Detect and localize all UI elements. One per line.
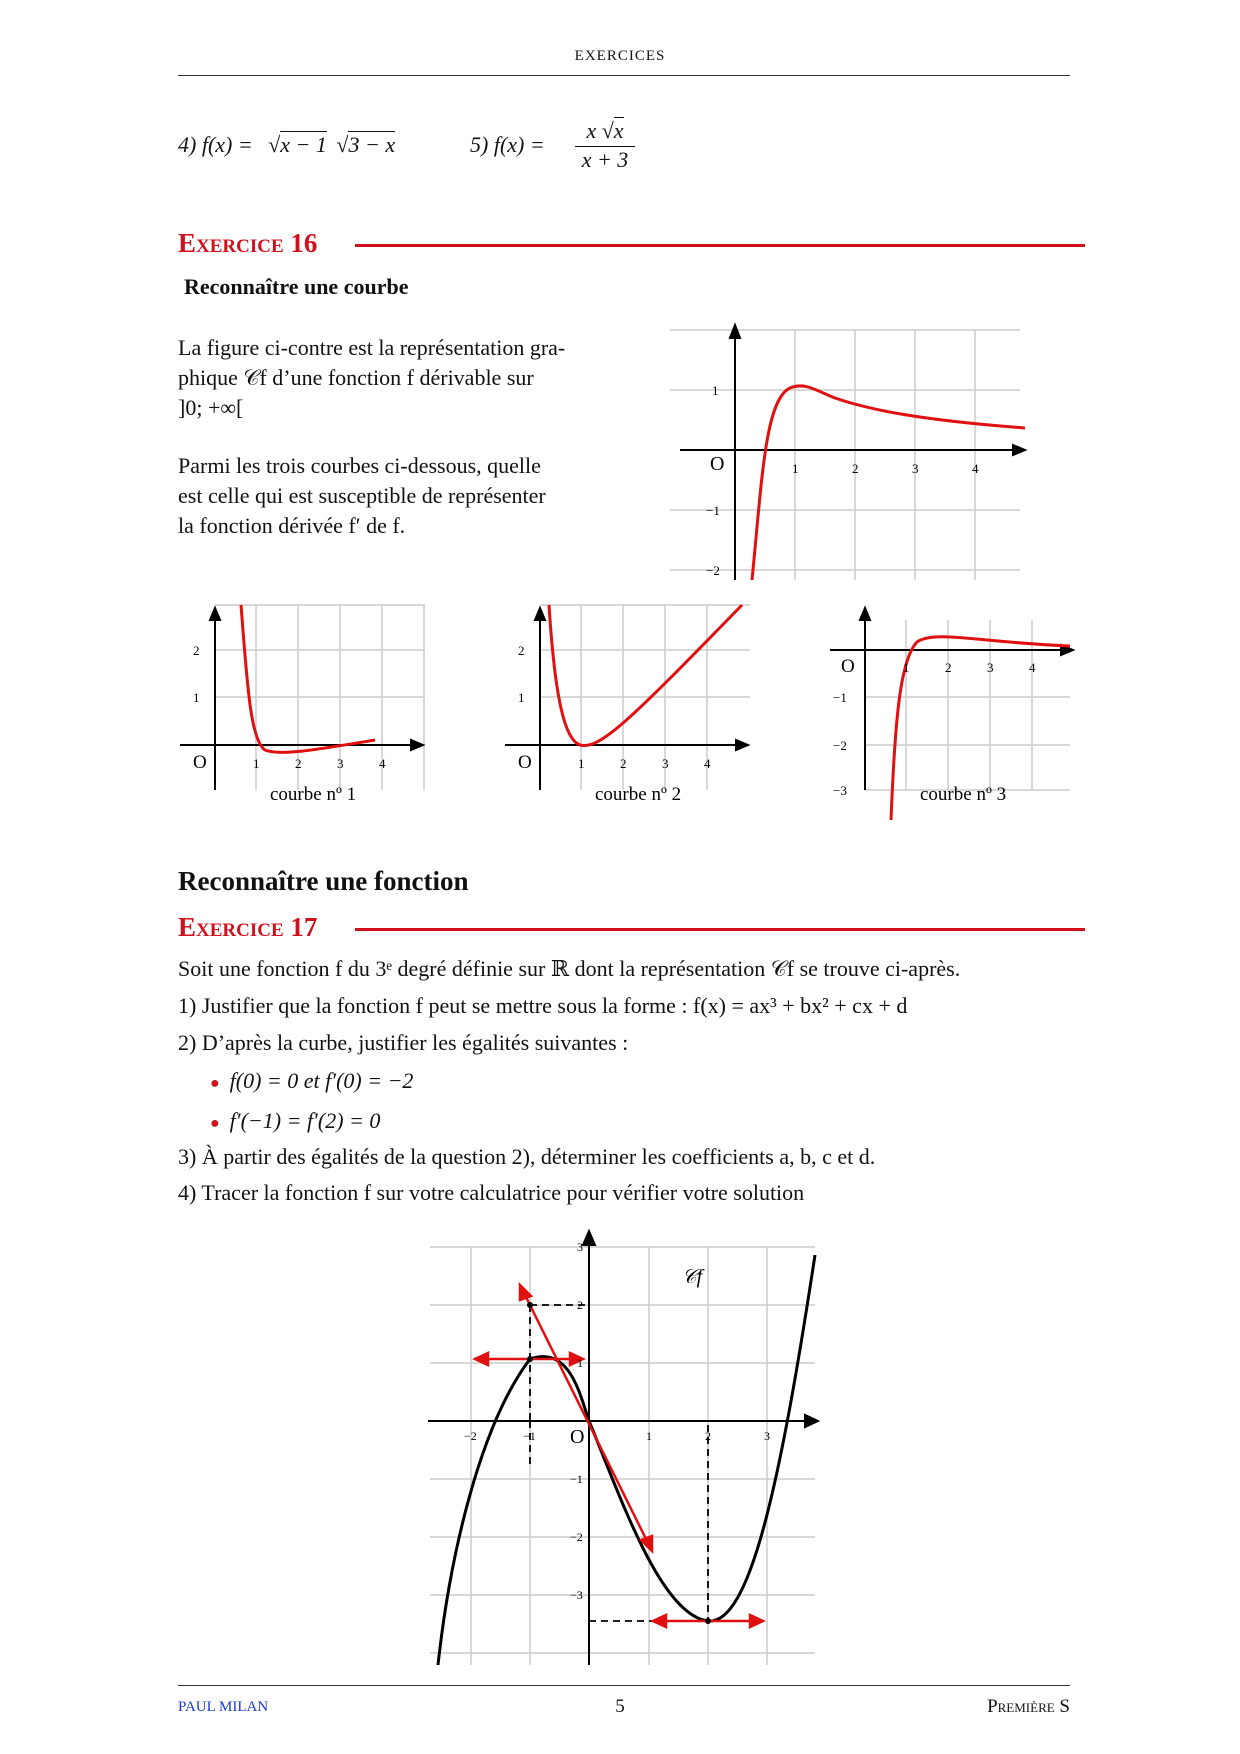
bullet-icon: ●: [210, 1075, 220, 1092]
cf-label: 𝒞f: [682, 1266, 703, 1288]
cf-xtick-2: 2: [852, 461, 859, 476]
cubic-origin: O: [570, 1426, 585, 1448]
curve-2-xtick-2: 2: [620, 756, 627, 771]
p2-line-1: Parmi les trois courbes ci-dessous, quelle: [178, 453, 541, 478]
bullet-2-text: f′(−1) = f′(2) = 0: [229, 1108, 381, 1133]
cubic-xtick-2: 2: [705, 1429, 711, 1443]
curve-1-ytick-1: 1: [193, 690, 200, 705]
cubic-graph: [420, 1225, 820, 1665]
footer-page-number: 5: [615, 1696, 625, 1717]
formula-5-label: 5) f(x) =: [470, 132, 545, 157]
footer-class: Première S: [987, 1696, 1070, 1717]
bullet-icon: ●: [210, 1115, 220, 1132]
cubic-xtick-1: 1: [646, 1429, 652, 1443]
formula-4-label: 4) f(x) =: [178, 132, 253, 157]
formula-5-fraction: x √x x + 3: [575, 118, 635, 173]
formula-5: [470, 132, 545, 158]
cf-xtick-1: 1: [792, 461, 799, 476]
curve-3-xtick-3: 3: [987, 660, 994, 675]
curve-1-xtick-4: 4: [379, 756, 386, 771]
curve-2-ytick-2: 2: [518, 643, 525, 658]
tangents: [475, 1285, 763, 1627]
cf-ytick-1: 1: [712, 383, 719, 398]
curve-2-grid: [540, 605, 750, 790]
cubic-xtick-m1: −1: [523, 1429, 536, 1443]
formula-4-radicand-2: 3 − x: [348, 132, 396, 157]
curve-2-graph: [500, 600, 760, 820]
curve-3-ytick-m1: −1: [833, 690, 847, 705]
curve-1-xtick-2: 2: [295, 756, 302, 771]
cf-graph: [670, 320, 1030, 580]
cf-xtick-3: 3: [912, 461, 919, 476]
exercise-16-title: Exercice 16: [178, 228, 318, 258]
exercise-17-intro: Soit une fonction f du 3ᵉ degré définie sur ℝ dont la représentation 𝒞f se trouve ci-après.: [178, 956, 961, 981]
exercise-17-bullet-1: [210, 1068, 413, 1094]
curve-3-axes: [830, 608, 1073, 790]
bullet-1-text: f(0) = 0 et f′(0) = −2: [229, 1068, 414, 1093]
cubic-xtick-3: 3: [764, 1429, 770, 1443]
curve-2-xtick-4: 4: [704, 756, 711, 771]
curve-1-xtick-3: 3: [337, 756, 344, 771]
cubic-ytick-m2: −2: [570, 1530, 583, 1544]
exercise-16-paragraph-2: [178, 451, 613, 541]
cubic-ytick-3: 3: [577, 1240, 583, 1254]
curve-1-line: [241, 605, 375, 752]
footer-author[interactable]: PAUL MILAN: [178, 1699, 269, 1715]
exercise-16-paragraph-1: [178, 333, 613, 423]
exercise-16-rule: [355, 244, 1085, 247]
cubic-points: [527, 1302, 711, 1624]
exercise-17-title: Exercice 17: [178, 912, 318, 942]
cubic-xtick-m2: −2: [464, 1429, 477, 1443]
exercise-17-rule: [355, 928, 1085, 931]
curve-3-origin: O: [841, 656, 855, 677]
curve-1-graph: [175, 600, 435, 820]
curve-1-caption: courbe nº 1: [270, 784, 357, 805]
p1-line-1: La figure ci-contre est la représentation gra-: [178, 335, 566, 360]
p1-line-2: phique 𝒞f d’une fonction f dérivable sur: [178, 365, 534, 390]
curve-3-xtick-1: 1: [903, 660, 910, 675]
curve-1-grid: [215, 605, 425, 790]
p2-line-3: la fonction dérivée f′ de f.: [178, 513, 406, 538]
p1-line-3: ]0; +∞[: [178, 395, 244, 420]
curve-3-xtick-2: 2: [945, 660, 952, 675]
tangent-at-0: [524, 1293, 648, 1543]
cubic-ytick-m3: −3: [570, 1588, 583, 1602]
p2-line-2: est celle qui est susceptible de représenter: [178, 483, 546, 508]
curve-2-origin: O: [518, 752, 532, 773]
curve-1-ytick-2: 2: [193, 643, 200, 658]
cubic-grid: [430, 1247, 815, 1665]
curve-2-xtick-1: 1: [578, 756, 585, 771]
curve-2-ytick-1: 1: [518, 690, 525, 705]
curve-2-line: [549, 605, 742, 746]
cubic-ytick-1: 1: [577, 1356, 583, 1370]
exercise-17-q4: 4) Tracer la fonction f sur votre calculatrice pour vérifier votre solution: [178, 1180, 805, 1205]
cf-axes: [680, 325, 1025, 580]
cubic-curve: [438, 1255, 815, 1665]
exercise-17-bullet-2: [210, 1108, 380, 1134]
exercise-17-q3: 3) À partir des égalités de la question 2), déterminer les coefficients a, b, c et d.: [178, 1144, 876, 1169]
curve-1-axes: [180, 608, 423, 790]
cf-ytick-m1: −1: [706, 503, 720, 518]
formula-5-num-x: x: [586, 118, 597, 143]
curve-2-caption: courbe nº 2: [595, 784, 682, 805]
cf-xtick-4: 4: [972, 461, 979, 476]
cf-curve: [752, 386, 1025, 580]
page-header: EXERCICES: [574, 48, 666, 64]
cubic-ytick-2: 2: [577, 1298, 583, 1312]
cubic-ytick-m1: −1: [570, 1472, 583, 1486]
exercise-17-q1: 1) Justifier que la fonction f peut se mettre sous la forme : f(x) = ax³ + bx² + cx + d: [178, 993, 908, 1018]
formula-4: 4) f(x) = √x − 1 √3 − x: [178, 132, 396, 157]
footer-rule: [178, 1685, 1070, 1686]
section-title: Reconnaître une fonction: [178, 866, 469, 896]
curve-1-xtick-1: 1: [253, 756, 260, 771]
curve-1-origin: O: [193, 752, 207, 773]
curve-3-ytick-m3: −3: [833, 783, 847, 798]
formula-5-denominator: x + 3: [581, 147, 629, 172]
exercise-16-subtitle: Reconnaître une courbe: [184, 274, 409, 299]
exercise-17-q2: 2) D’après la curbe, justifier les égalités suivantes :: [178, 1030, 629, 1055]
curve-3-ytick-m2: −2: [833, 738, 847, 753]
cubic-axes: [428, 1231, 818, 1665]
curve-3-caption: courbe nº 3: [920, 784, 1007, 805]
cf-ytick-m2: −2: [706, 563, 720, 578]
header-rule: [178, 75, 1070, 76]
cf-origin: O: [710, 453, 725, 475]
curve-3-graph: [825, 600, 1075, 822]
formula-5-num-radicand: x: [613, 118, 624, 143]
curve-3-xtick-4: 4: [1029, 660, 1036, 675]
curve-2-xtick-3: 3: [662, 756, 669, 771]
formula-4-radicand-1: x − 1: [280, 132, 327, 157]
cubic-guides: [530, 1305, 708, 1621]
